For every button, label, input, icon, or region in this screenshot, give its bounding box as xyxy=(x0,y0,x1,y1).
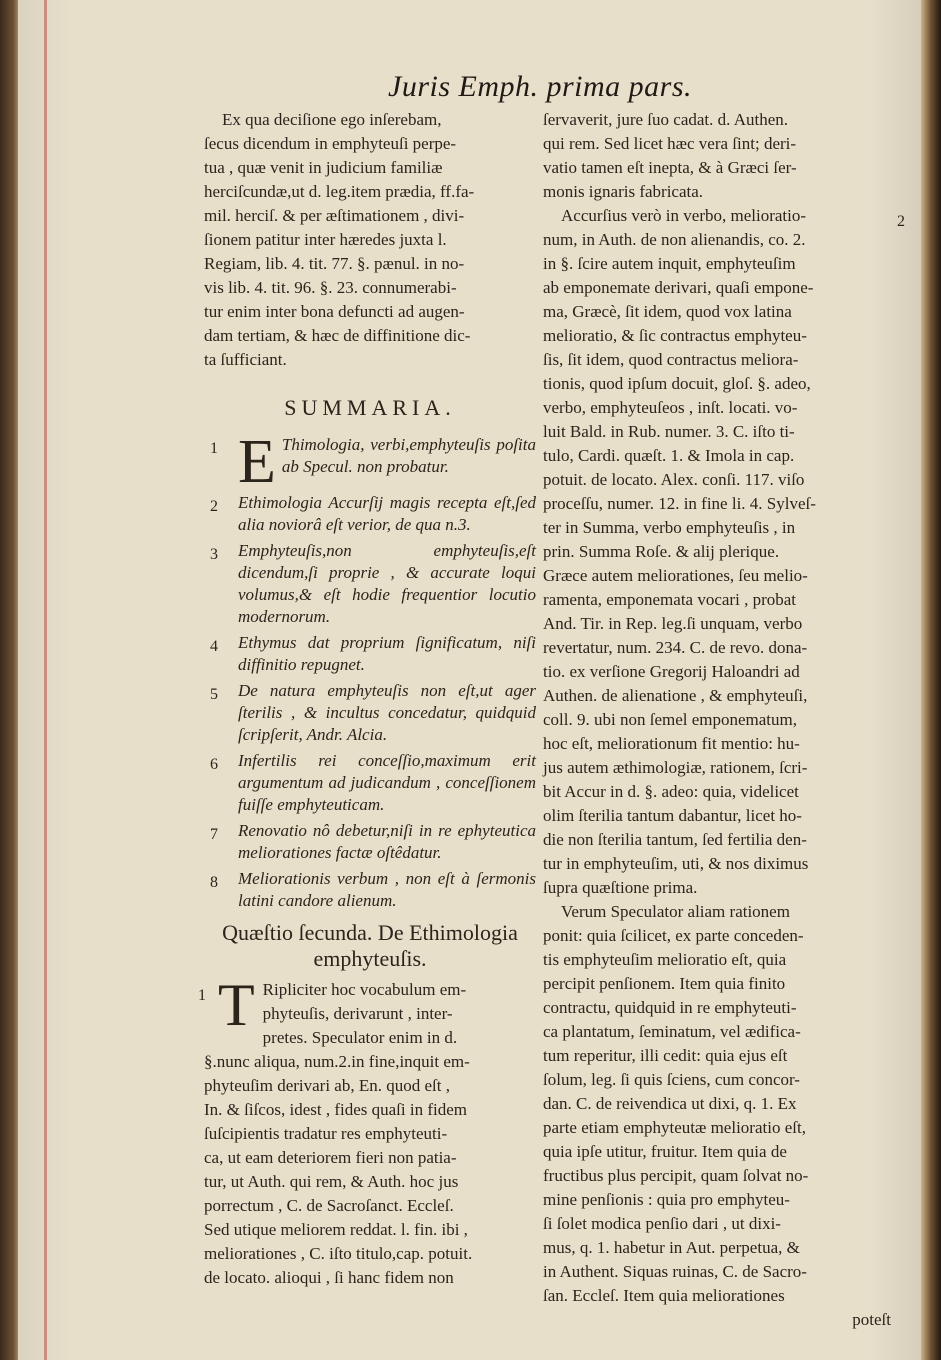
summaria-text: Infertilis rei conceſſio,maximum erit argumentum ad judicandum , conceſſionem fuiſſe emphyteuticam. xyxy=(238,751,536,814)
summaria-number: 6 xyxy=(210,756,218,773)
summaria-number: 2 xyxy=(210,498,218,515)
text-line: dan. C. de reivendica ut dixi, q. 1. Ex xyxy=(543,1094,797,1113)
summaria-item xyxy=(204,820,536,864)
text-line: tio. ex verſione Gregorij Haloandri ad xyxy=(543,662,800,681)
text-line: ſecus dicendum in emphyteuſi perpe- xyxy=(204,134,457,153)
summaria-number: 7 xyxy=(210,826,218,843)
question-body xyxy=(198,972,536,1290)
text-line: porrectum , C. de Sacroſanct. Eccleſ. xyxy=(204,1196,454,1215)
text-line: And. Tir. in Rep. leg.ſi unquam, verbo xyxy=(543,614,803,633)
right-binding-edge xyxy=(921,0,941,1360)
text-line: in §. ſcire autem inquit, emphyteuſim xyxy=(543,254,796,273)
text-line: tur, ut Auth. qui rem, & Auth. hoc jus xyxy=(204,1172,459,1191)
summaria-number: 8 xyxy=(210,874,218,891)
text-line: hoc eſt, meliorationum fit mentio: hu- xyxy=(543,734,800,753)
text-line: revertatur, num. 234. C. de revo. dona- xyxy=(543,638,808,657)
summaria-number: 3 xyxy=(210,546,218,563)
text-line: ſi ſolet modica penſio dari , ut dixi- xyxy=(543,1214,781,1233)
text-line: parte etiam emphyteutæ melioratio eſt, xyxy=(543,1118,806,1137)
text-line: ca, ut eam deteriorem fieri non patia- xyxy=(204,1148,457,1167)
text-line: ſervaverit, jure ſuo cadat. d. Authen. xyxy=(543,110,788,129)
text-line: tis emphyteuſim melioratio eſt, quia xyxy=(543,950,787,969)
text-line: quia ipſe utitur, fruitur. Item quia de xyxy=(543,1142,787,1161)
text-line: ſan. Eccleſ. Item quia meliorationes xyxy=(543,1286,785,1305)
question-heading: Quæſtio ſecunda. De Ethimologia emphyteuſis. xyxy=(222,920,518,971)
text-line: ſolum, leg. ſi quis ſciens, cum concor- xyxy=(543,1070,800,1089)
text-line: melioratio, & ſic contractus emphyteu- xyxy=(543,326,807,345)
text-line: Verum Speculator aliam rationem xyxy=(561,902,790,921)
summaria-text: Emphyteuſis,non emphyteuſis,eſt dicendum,ſi proprie , & accurate loqui volumus,& eſt hodie frequentior locutio modernorum. xyxy=(238,541,536,626)
text-line: monis ignaris fabricata. xyxy=(543,182,704,201)
drop-cap-e: E xyxy=(238,428,276,496)
intro-paragraph xyxy=(204,108,536,372)
summaria-number: 1 xyxy=(210,440,218,457)
text-line: ab emponemate derivari, quaſi empone- xyxy=(543,278,814,297)
summaria-heading: SUMMARIA. xyxy=(284,395,456,420)
text-line: Regiam, lib. 4. tit. 77. §. pænul. in no- xyxy=(204,254,465,273)
summaria-item xyxy=(204,492,536,536)
summaria-number: 4 xyxy=(210,638,218,655)
text-line: qui rem. Sed licet hæc vera ſint; deri- xyxy=(543,134,797,153)
text-line: ſis, ſit idem, quod contractus meliora- xyxy=(543,350,799,369)
text-line: §.nunc aliqua, num.2.in fine,inquit em- xyxy=(204,1052,470,1071)
drop-cap-t: T xyxy=(218,972,255,1038)
running-head: Juris Emph. prima pars. xyxy=(388,70,693,103)
summaria-text: De natura emphyteuſis non eſt,ut ager ſterilis , & incultus concedatur, quidquid ſcripſerit, Andr. Alcia. xyxy=(238,681,536,744)
red-edge-line xyxy=(44,0,47,1360)
text-line: jus autem æthimologiæ, rationem, ſcri- xyxy=(543,758,808,777)
text-line: Græce autem meliorationes, ſeu melio- xyxy=(543,566,808,585)
summaria-text: Ethimologia Accurſij magis recepta eſt,ſed alia noviorâ eſt verior, de qua n.3. xyxy=(238,493,536,534)
text-line: phyteuſim derivari ab, En. quod eſt , xyxy=(204,1076,450,1095)
right-column xyxy=(543,108,905,1332)
paragraph-number: 1 xyxy=(198,987,206,1004)
text-line: mine penſionis : quia pro emphyteu- xyxy=(543,1190,790,1209)
text-line: tum reperitur, illi cedit: quia ejus eſt xyxy=(543,1046,788,1065)
text-line: ca plantatum, ſeminatum, vel ædifica- xyxy=(543,1022,801,1041)
text-line: tulo, Cardi. quæſt. 1. & Imola in cap. xyxy=(543,446,795,465)
text-line: prin. Summa Roſe. & alij plerique. xyxy=(543,542,780,561)
text-line: proceſſu, numer. 12. in fine li. 4. Sylveſ- xyxy=(543,494,816,513)
text-line: tur enim inter bona defuncti ad augen- xyxy=(204,302,465,321)
text-line: ta ſufficiant. xyxy=(204,350,287,369)
text-line: ſionem patitur inter hæredes juxta l. xyxy=(204,230,447,249)
text-line: olim ſterilia tantum dabantur, licet ho- xyxy=(543,806,802,825)
text-line: tua , quæ venit in judicium familiæ xyxy=(204,158,443,177)
text-line: bit Accur in d. §. adeo: quia, videlicet xyxy=(543,782,799,801)
text-line: meliorationes , C. iſto titulo,cap. potuit. xyxy=(204,1244,473,1263)
text-line: ponit: quia ſcilicet, ex parte conceden- xyxy=(543,926,804,945)
text-line: num, in Auth. de non alienandis, co. 2. xyxy=(543,230,806,249)
text-line: die non ſterilia tantum, ſed fertilia den- xyxy=(543,830,807,849)
text-line: Ex qua deciſione ego inſerebam, xyxy=(222,110,442,129)
catchword: poteſt xyxy=(852,1310,891,1329)
text-line: percipit penſionem. Item quia finito xyxy=(543,974,786,993)
text-line: Authen. de alienatione , & emphyteuſi, xyxy=(543,686,808,705)
text-line: Sed utique meliorem reddat. l. fin. ibi , xyxy=(204,1220,468,1239)
text-line: ma, Græcè, ſit idem, quod vox latina xyxy=(543,302,792,321)
summaria-item xyxy=(204,868,536,912)
text-line: in Authent. Siquas ruinas, C. de Sacro- xyxy=(543,1262,807,1281)
text-line: ſupra quæſtione prima. xyxy=(543,878,698,897)
summaria-item xyxy=(204,540,536,628)
text-line: de locato. alioqui , ſi hanc fidem non xyxy=(204,1268,454,1287)
text-line: vatio tamen eſt inepta, & à Græci ſer- xyxy=(543,158,797,177)
summaria-text: Renovatio nô debetur,niſi in re ephyteutica meliorationes factæ oſtêdatur. xyxy=(238,821,536,862)
text-line: ramenta, emponemata vocari , probat xyxy=(543,590,796,609)
book-page xyxy=(18,0,922,1360)
text-line: vis lib. 4. tit. 96. §. 23. connumerabi- xyxy=(204,278,457,297)
text-line: In. & ſiſcos, idest , fides quaſi in fidem xyxy=(204,1100,467,1119)
text-line: tur in emphyteuſim, uti, & nos diximus xyxy=(543,854,809,873)
text-line: contractu, quidquid in re emphyteuti- xyxy=(543,998,797,1017)
summaria-item xyxy=(204,750,536,816)
summaria-item xyxy=(204,680,536,746)
text-line: Accurſius verò in verbo, melioratio- xyxy=(561,206,807,225)
summaria-text: Ethymus dat proprium ſignificatum, niſi diffinitio repugnet. xyxy=(238,633,536,674)
text-line: coll. 9. ubi non ſemel emponematum, xyxy=(543,710,798,729)
margin-number: 2 xyxy=(897,213,905,230)
summaria-item xyxy=(204,632,536,676)
summaria-item xyxy=(204,428,536,496)
text-line: mil. herciſ. & per æſtimationem , divi- xyxy=(204,206,465,225)
summaria-number: 5 xyxy=(210,686,218,703)
text-line: dam tertiam, & hæc de diffinitione dic- xyxy=(204,326,471,345)
left-column xyxy=(198,108,536,1290)
text-line: herciſcundæ,ut d. leg.item prædia, ff.fa- xyxy=(204,182,475,201)
text-line: fructibus plus percipit, quam ſolvat no- xyxy=(543,1166,809,1185)
text-line: ſuſcipientis tradatur res emphyteuti- xyxy=(204,1124,448,1143)
summaria-text: Thimologia, verbi,emphyteuſis poſita ab Specul. non probatur. xyxy=(281,435,536,476)
summaria-list xyxy=(204,428,536,912)
text-line: tionis, quod ipſum docuit, gloſ. §. adeo, xyxy=(543,374,811,393)
text-line: luit Bald. in Rub. numer. 3. C. iſto ti- xyxy=(543,422,795,441)
text-line: ter in Summa, verbo emphyteuſis , in xyxy=(543,518,796,537)
text-line: pretes. Speculator enim in d. xyxy=(262,1028,458,1047)
text-line: mus, q. 1. habetur in Aut. perpetua, & xyxy=(543,1238,800,1257)
text-line: verbo, emphyteuſeos , inſt. locati. vo- xyxy=(543,398,798,417)
text-line: potuit. de locato. Alex. conſi. 117. viſo xyxy=(543,470,805,489)
text-line: phyteuſis, derivarunt , inter- xyxy=(262,1004,453,1023)
summaria-text: Meliorationis verbum , non eſt à ſermonis latini candore alienum. xyxy=(238,869,536,910)
text-line: Ripliciter hoc vocabulum em- xyxy=(262,980,467,999)
